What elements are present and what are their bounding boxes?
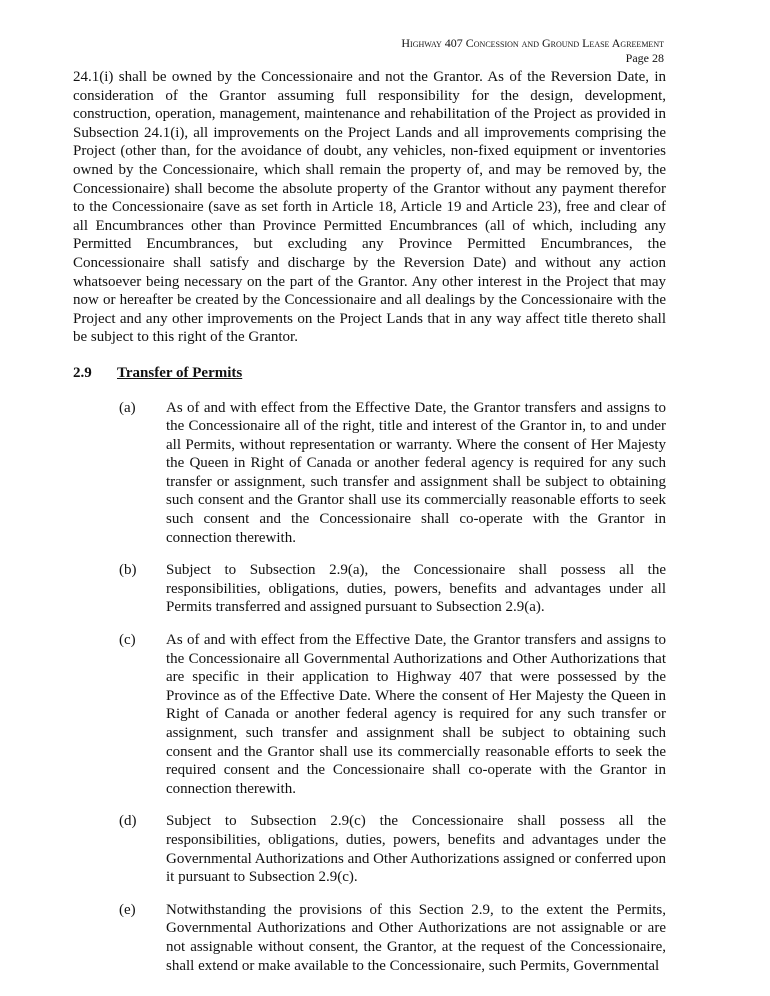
item-text: Notwithstanding the provisions of this Section 2.9, to the extent the Permits, Governmental Authorizations and Other Authorizations are not assignable or are not assignable without consent, the Grantor, at the request of the Concessionaire, shall extend or make available to the Concessionaire, such Permits, Governmental (166, 901, 666, 974)
item-label: (a) (119, 399, 136, 416)
list-item (73, 812, 666, 886)
item-label: (e) (119, 901, 136, 918)
document-body (73, 68, 666, 989)
section-number: 2.9 (73, 364, 92, 381)
section-title: Transfer of Permits (117, 364, 243, 381)
opening-paragraph: 24.1(i) shall be owned by the Concessionaire and not the Grantor. As of the Reversion Date, in consideration of the Grantor assuming full responsibility for the design, development, construction, operation, management, maintenance and rehabilitation of the Project as provided in Subsection 24.1(i), all improvements on the Project Lands and all improvements comprising the Project (other than, for the avoidance of doubt, any vehicles, non-fixed equipment or inventories owned by the Concessionaire, which shall remain the property of, and may be removed by, the Concessionaire) shall become the absolute property of the Grantor without any payment therefor to the Concessionaire (save as set forth in Article 18, Article 19 and Article 23), free and clear of all Encumbrances other than Province Permitted Encumbrances (all of which, including any Permitted Encumbrances, but excluding any Province Permitted Encumbrances, the Concessionaire shall satisfy and discharge by the Reversion Date) and without any action whatsoever being necessary on the part of the Grantor. Any other interest in the Project that may now or hereafter be created by the Concessionaire and all dealings by the Concessionaire with the Project and any other improvements on the Project Lands that in any way affect title thereto shall be subject to this right of the Grantor. (73, 69, 666, 346)
document-title: Highway 407 Concession and Ground Lease Agreement (401, 36, 664, 50)
section-heading (73, 364, 666, 383)
item-text: Subject to Subsection 2.9(a), the Concessionaire shall possess all the responsibilities, obligations, duties, powers, benefits and advantages under all Permits transferred and assigned pursuant to Subsection 2.9(a). (166, 562, 666, 616)
item-text: As of and with effect from the Effective Date, the Grantor transfers and assigns to the Concessionaire all of the right, title and interest of the Grantor in, to and under all Permits, without representation or warranty. Where the consent of Her Majesty the Queen in Right of Canada or another federal agency is required for any such transfer or assignment, such transfer and assignment shall be subject to obtaining such consent and the Grantor shall use its commercially reasonable efforts to seek such consent and the Concessionaire shall co-operate with the Grantor in connection therewith. (166, 399, 666, 546)
list-item (73, 631, 666, 798)
item-label: (c) (119, 632, 136, 649)
item-text: Subject to Subsection 2.9(c) the Concessionaire shall possess all the responsibilities, obligations, duties, powers, benefits and advantages under the Governmental Authorizations and Other Authorizations assigned or conferred upon it pursuant to Subsection 2.9(c). (166, 813, 666, 886)
page-header (401, 36, 664, 66)
item-label: (d) (119, 813, 137, 830)
list-item (73, 399, 666, 548)
list-item (73, 901, 666, 975)
list-item (73, 561, 666, 617)
item-text: As of and with effect from the Effective Date, the Grantor transfers and assigns to the Concessionaire all Governmental Authorizations and Other Authorizations that are specific in their application to Highway 407 that were possessed by the Province as of the Effective Date. Where the consent of Her Majesty the Queen in Right of Canada or another federal agency is required for any such transfer or assignment, such transfer and assignment shall be subject to obtaining such consent and the Grantor shall use its commercially reasonable efforts to seek the required consent and the Concessionaire shall co-operate with the Grantor in connection therewith. (166, 632, 666, 797)
item-label: (b) (119, 562, 137, 579)
page-number: Page 28 (625, 51, 664, 65)
